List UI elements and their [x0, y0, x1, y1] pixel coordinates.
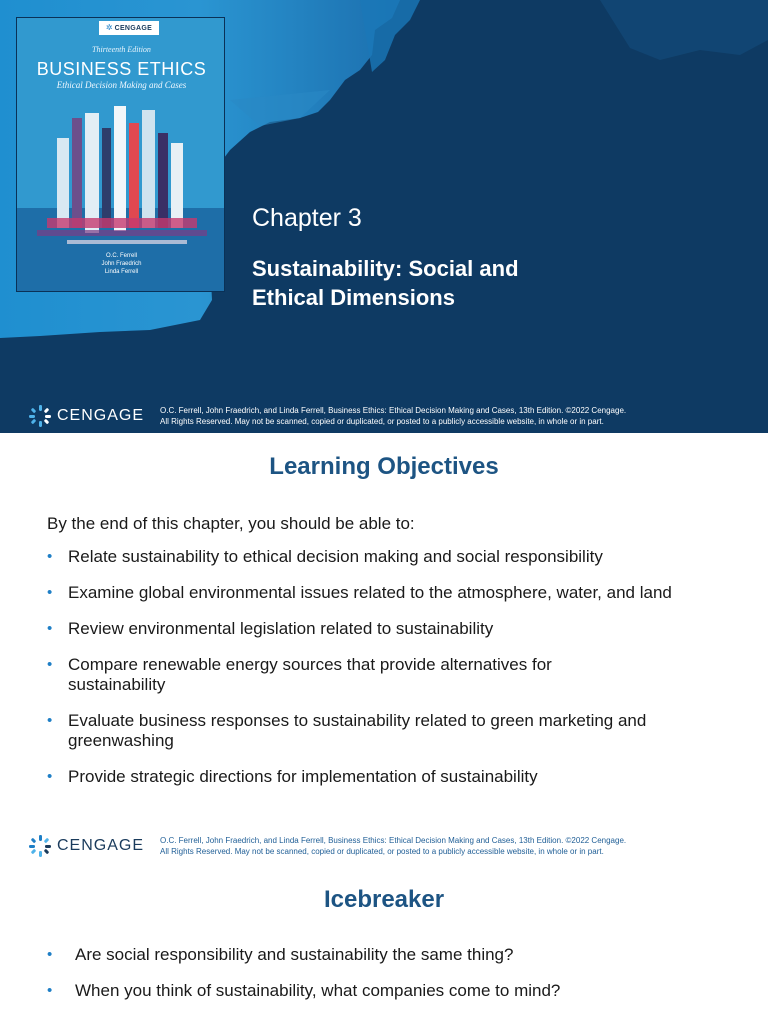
cengage-starburst-icon — [28, 834, 52, 858]
objective-text: Compare renewable energy sources that provide alternatives for sustainability — [68, 655, 552, 694]
cover-edition: Thirteenth Edition — [92, 45, 151, 54]
cengage-logo — [28, 404, 144, 428]
list-item — [47, 945, 727, 965]
copyright-notice — [160, 405, 760, 427]
cover-title: BUSINESS ETHICS — [36, 59, 207, 79]
learning-objectives-slide — [0, 433, 768, 866]
copyright-line: All Rights Reserved. May not be scanned, copied or duplicated, or posted to a publicly accessible website, in whole or in part. — [160, 417, 604, 426]
chapter-label: Chapter 3 — [252, 204, 362, 232]
list-item — [47, 655, 727, 695]
title-slide — [0, 0, 768, 433]
cengage-logo-text: CENGAGE — [57, 407, 145, 424]
copyright-line: O.C. Ferrell, John Fraedrich, and Linda Ferrell, Business Ethics: Ethical Decision Making and Cases, 13th Edition. ©2022 Cengage. — [160, 836, 627, 845]
bullet-dot-icon: • — [47, 712, 53, 729]
copyright-notice — [160, 835, 760, 857]
cengage-starburst-icon — [28, 404, 52, 428]
list-item — [47, 711, 727, 751]
bullet-dot-icon: • — [47, 584, 53, 601]
objective-text: Provide strategic directions for implementation of sustainability — [68, 767, 538, 786]
list-item — [47, 547, 727, 567]
objectives-list — [47, 547, 727, 787]
list-item — [47, 767, 727, 787]
cengage-starburst-icon: ✲ — [105, 23, 113, 32]
question-text: Are social responsibility and sustainability the same thing? — [75, 945, 514, 964]
cengage-logo-text: CENGAGE — [57, 837, 145, 854]
chapter-title-line: Ethical Dimensions — [252, 285, 455, 310]
copyright-line: O.C. Ferrell, John Fraedrich, and Linda Ferrell, Business Ethics: Ethical Decision Making and Cases, 13th Edition. ©2022 Cengage. — [160, 406, 627, 415]
objective-text: Evaluate business responses to sustainability related to green marketing and greenwashing — [68, 711, 647, 750]
copyright-line: All Rights Reserved. May not be scanned, copied or duplicated, or posted to a publicly accessible website, in whole or in part. — [160, 847, 604, 856]
icebreaker-slide — [0, 866, 768, 1024]
icebreaker-list — [47, 945, 727, 1017]
cengage-logo — [28, 834, 144, 858]
chapter-title — [252, 254, 672, 312]
bullet-dot-icon: • — [47, 946, 53, 963]
question-text: When you think of sustainability, what companies come to mind? — [75, 981, 561, 1000]
cover-subtitle: Ethical Decision Making and Cases — [56, 80, 187, 90]
cover-brand-logo — [99, 21, 159, 35]
slide-heading: Icebreaker — [323, 886, 445, 913]
book-cover — [16, 17, 225, 292]
objective-text: Examine global environmental issues related to the atmosphere, water, and land — [68, 583, 672, 602]
bullet-dot-icon: • — [47, 768, 53, 785]
cover-author: Linda Ferrell — [104, 269, 139, 275]
cover-authors — [17, 252, 225, 276]
objective-text: Relate sustainability to ethical decision making and social responsibility — [68, 547, 603, 566]
bullet-dot-icon: • — [47, 656, 53, 673]
objectives-intro: By the end of this chapter, you should be able to: — [47, 514, 415, 533]
bullet-dot-icon: • — [47, 620, 53, 637]
slide-footer — [0, 828, 768, 864]
slide-heading: Learning Objectives — [269, 453, 499, 480]
cover-brand-text: CENGAGE — [114, 24, 153, 32]
cover-author: O.C. Ferrell — [105, 253, 137, 259]
list-item — [47, 619, 727, 639]
list-item — [47, 583, 727, 603]
slide-footer — [0, 398, 768, 433]
bullet-dot-icon: • — [47, 548, 53, 565]
list-item — [47, 981, 727, 1001]
chapter-title-line: Sustainability: Social and — [252, 256, 519, 281]
bullet-dot-icon: • — [47, 982, 53, 999]
cover-author: John Fraedrich — [101, 261, 142, 267]
objective-text: Review environmental legislation related to sustainability — [68, 619, 494, 638]
